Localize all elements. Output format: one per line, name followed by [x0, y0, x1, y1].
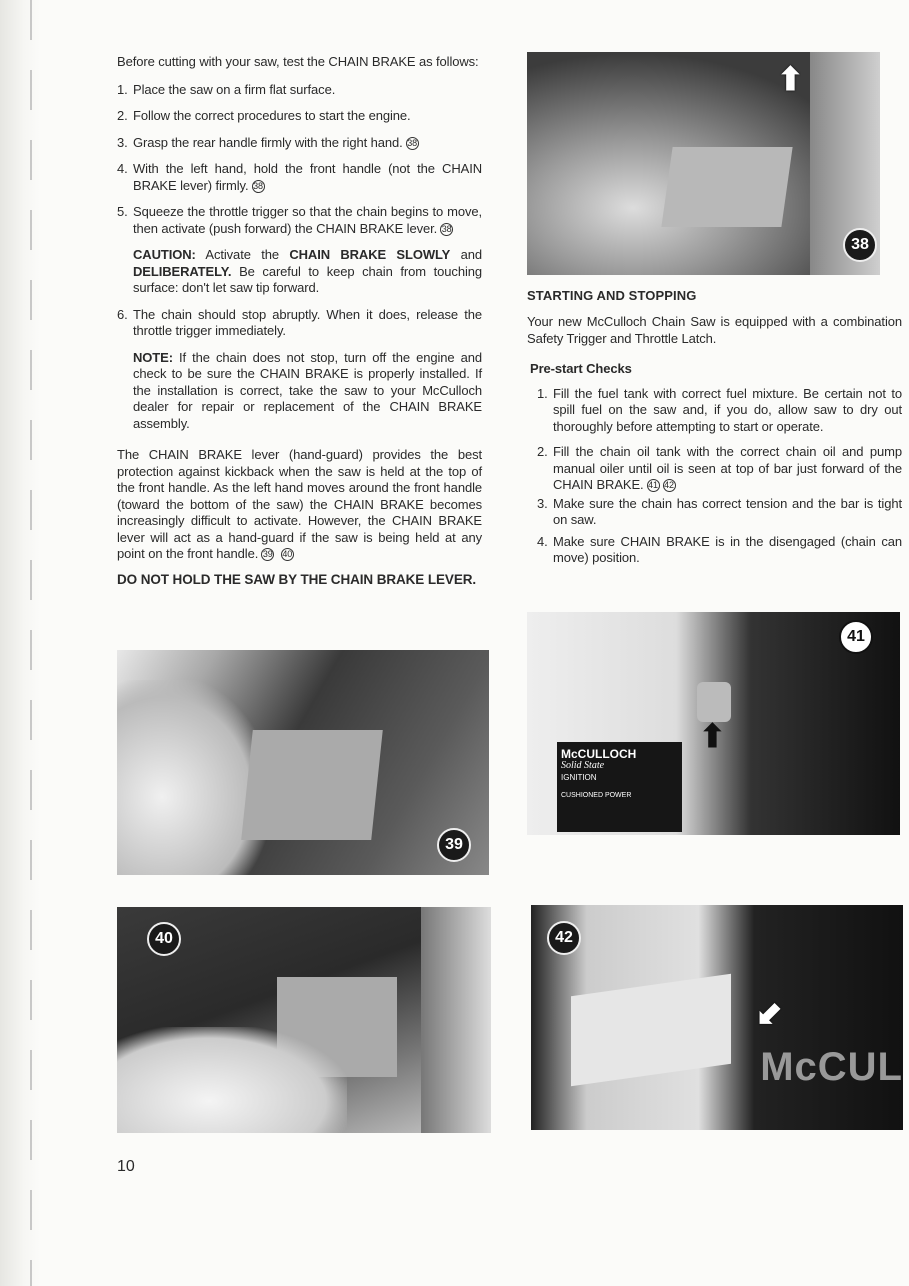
step-5: 5. Squeeze the throttle trigger so that the chain begins to move, then activate (push forward) the CHAIN BRAKE lever. 38 — [117, 204, 482, 236]
figure-42-photo — [531, 905, 903, 1130]
saw-body — [241, 730, 383, 840]
figure-number-badge: 41 — [839, 620, 873, 654]
saw-body — [571, 974, 731, 1086]
figure-number-badge: 39 — [437, 828, 471, 862]
step-6: 6. The chain should stop abruptly. When it does, release the throttle trigger immediately. — [117, 306, 482, 338]
figure-40-photo — [117, 907, 491, 1133]
right-column — [527, 314, 902, 567]
step-3: 3. Grasp the rear handle firmly with the right hand. 38 — [117, 134, 418, 150]
figure-number-badge: 40 — [147, 922, 181, 956]
arrow-up-icon: ⬆ — [777, 61, 804, 97]
step-4: 4. With the left hand, hold the front handle (not the CHAIN BRAKE lever) firmly. 38 — [117, 161, 482, 193]
intro-text: Before cutting with your saw, test the CHAIN BRAKE as follows: — [117, 54, 479, 69]
arrow-up-icon: ⬆ — [699, 718, 726, 754]
step-2: 2. Follow the correct procedures to start the engine. — [117, 108, 411, 123]
starting-intro: Your new McCulloch Chain Saw is equipped with a combination Safety Trigger and Throttle Latch. — [527, 314, 902, 346]
check-1: 1. Fill the fuel tank with correct fuel mixture. Be certain not to spill fuel on the saw and, if you do, allow saw to dry out thoroughly before attempting to start or operate. — [537, 385, 902, 434]
chain-brake-paragraph: The CHAIN BRAKE lever (hand-guard) provides the best protection against kickback when the saw is held at the top of the front handle. As the left hand moves around the front handle (toward the bottom of the saw) the CHAIN BRAKE becomes increasingly difficult to activate. However, the CHAIN BRAKE lever will act as a hand-guard if the saw is being held at any point on the front handle. 39 40 — [117, 447, 482, 561]
saw-body — [661, 147, 792, 227]
bar-logo-text: McCUL — [760, 1045, 903, 1089]
caution-text: CAUTION: Activate the CHAIN BRAKE SLOWLY and DELIBERATELY. Be careful to keep chain from touching surface: don't let saw tip forward. — [133, 247, 482, 295]
left-column — [117, 54, 482, 588]
arm — [117, 680, 267, 875]
background-wall — [421, 907, 491, 1133]
figure-39-photo — [117, 650, 489, 875]
check-3: 3. Make sure the chain has correct tension and the bar is tight on saw. — [537, 495, 902, 527]
section-heading: STARTING AND STOPPING — [527, 288, 697, 303]
figure-ref: 39 — [262, 549, 273, 559]
figure-ref: 38 — [407, 137, 418, 148]
oiler-button — [697, 682, 731, 722]
check-2: 2. Fill the chain oil tank with the correct chain oil and pump manual oiler until oil is seen at top of bar just forward of the CHAIN BRAKE. 41 42 — [537, 444, 902, 492]
figure-ref: 38 — [441, 223, 452, 234]
mcculloch-logo-decal: McCULLOCH Solid State IGNITION CUSHIONED POWER — [557, 742, 682, 832]
arm — [117, 1027, 347, 1133]
figure-38-photo — [527, 52, 880, 275]
figure-number-badge: 42 — [547, 921, 581, 955]
figure-41-photo — [527, 612, 900, 835]
page-binding-edge — [0, 0, 40, 1286]
note-text: NOTE: If the chain does not stop, turn off the engine and check to be sure the CHAIN BRAKE is properly installed. If the installation is correct, take the saw to your McCulloch dealer for repair or replacement of the CHAIN BRAKE assembly. — [133, 349, 482, 431]
figure-ref: 40 — [282, 549, 293, 559]
page-number: 10 — [117, 1158, 135, 1175]
arrow-icon: ⬆ — [747, 991, 792, 1037]
figure-ref: 38 — [253, 180, 263, 191]
check-4: 4. Make sure CHAIN BRAKE is in the disengaged (chain can move) position. — [537, 533, 902, 565]
subheading: Pre-start Checks — [530, 361, 632, 376]
warning-heading: DO NOT HOLD THE SAW BY THE CHAIN BRAKE LEVER. — [117, 571, 477, 587]
figure-ref: 41 — [648, 480, 658, 490]
step-1: 1. Place the saw on a firm flat surface. — [117, 81, 336, 97]
figure-ref: 42 — [664, 480, 674, 490]
figure-number-badge: 38 — [843, 228, 877, 262]
